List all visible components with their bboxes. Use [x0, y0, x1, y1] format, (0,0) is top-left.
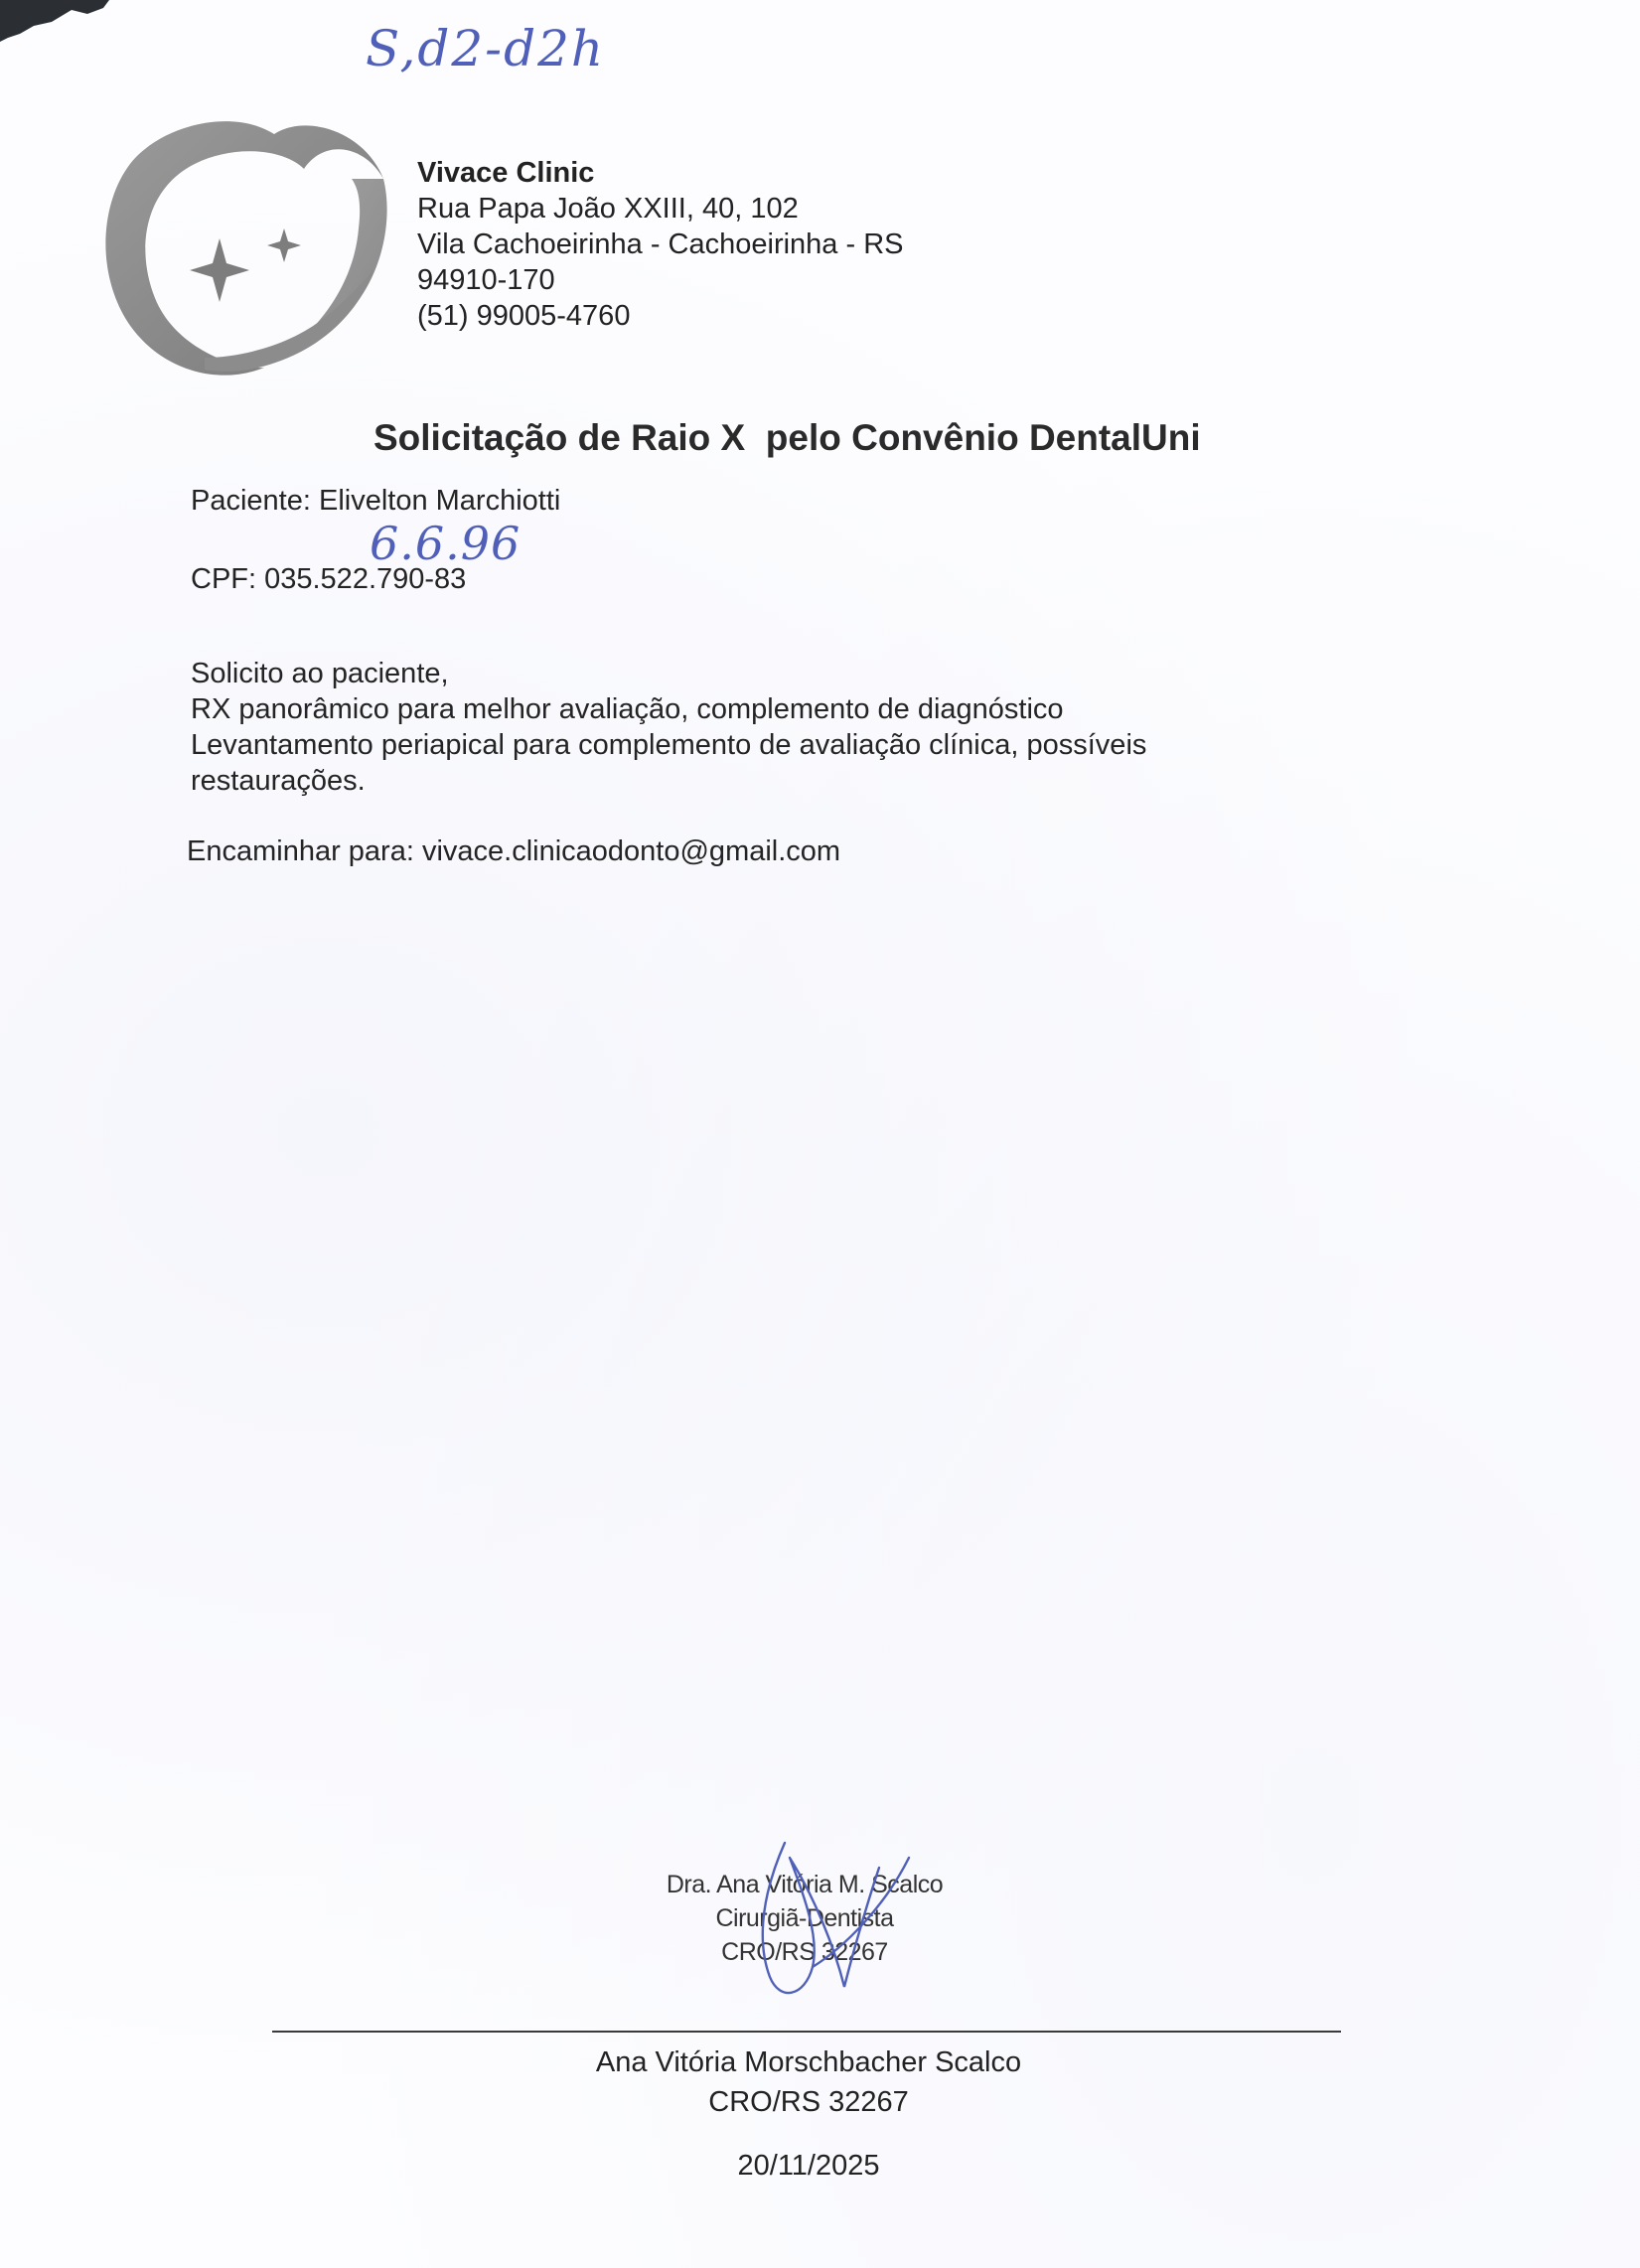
forward-to-email: Encaminhar para: vivace.clinicaodonto@gmail.com [187, 835, 841, 867]
request-body [191, 656, 1146, 799]
signer-name: Ana Vitória Morschbacher Scalco [595, 2046, 1022, 2078]
clinic-info [417, 155, 904, 334]
clinic-phone: (51) 99005-4760 [417, 300, 631, 332]
body-line: Solicito ao paciente, [191, 658, 449, 689]
body-line: Levantamento periapical para complemento de avaliação clínica, possíveis [191, 729, 1147, 761]
stamp-line1: Dra. Ana Vitória M. Scalco [666, 1871, 944, 1898]
patient-cpf: CPF: 035.522.790-83 [191, 563, 467, 595]
clinic-logo-icon [85, 109, 403, 387]
handwritten-date-note: 6.6.96 [370, 517, 522, 570]
clinic-name: Vivace Clinic [417, 157, 595, 189]
signature-line [272, 2031, 1341, 2033]
document-title: Solicitação de Raio X pelo Convênio DentalUni [373, 417, 1201, 458]
patient-name: Paciente: Elivelton Marchiotti [191, 485, 561, 517]
document-date: 20/11/2025 [737, 2150, 880, 2182]
handwritten-signature [695, 1828, 944, 2007]
stamp-line2: Cirurgiã-Dentista [715, 1904, 894, 1932]
torn-corner-mark [0, 0, 109, 42]
body-line: restaurações. [191, 765, 366, 797]
handwritten-top-note: S,d2-d2h [366, 20, 606, 77]
signer-registration: CRO/RS 32267 [708, 2086, 909, 2118]
clinic-address-line1: Rua Papa João XXIII, 40, 102 [417, 193, 799, 225]
signature-block [471, 2042, 1146, 2186]
clinic-postal-code: 94910-170 [417, 264, 555, 296]
clinic-address-line2: Vila Cachoeirinha - Cachoeirinha - RS [417, 228, 904, 260]
body-line: RX panorâmico para melhor avaliação, complemento de diagnóstico [191, 693, 1064, 725]
stamp-line3: CRO/RS 32267 [721, 1938, 888, 1966]
